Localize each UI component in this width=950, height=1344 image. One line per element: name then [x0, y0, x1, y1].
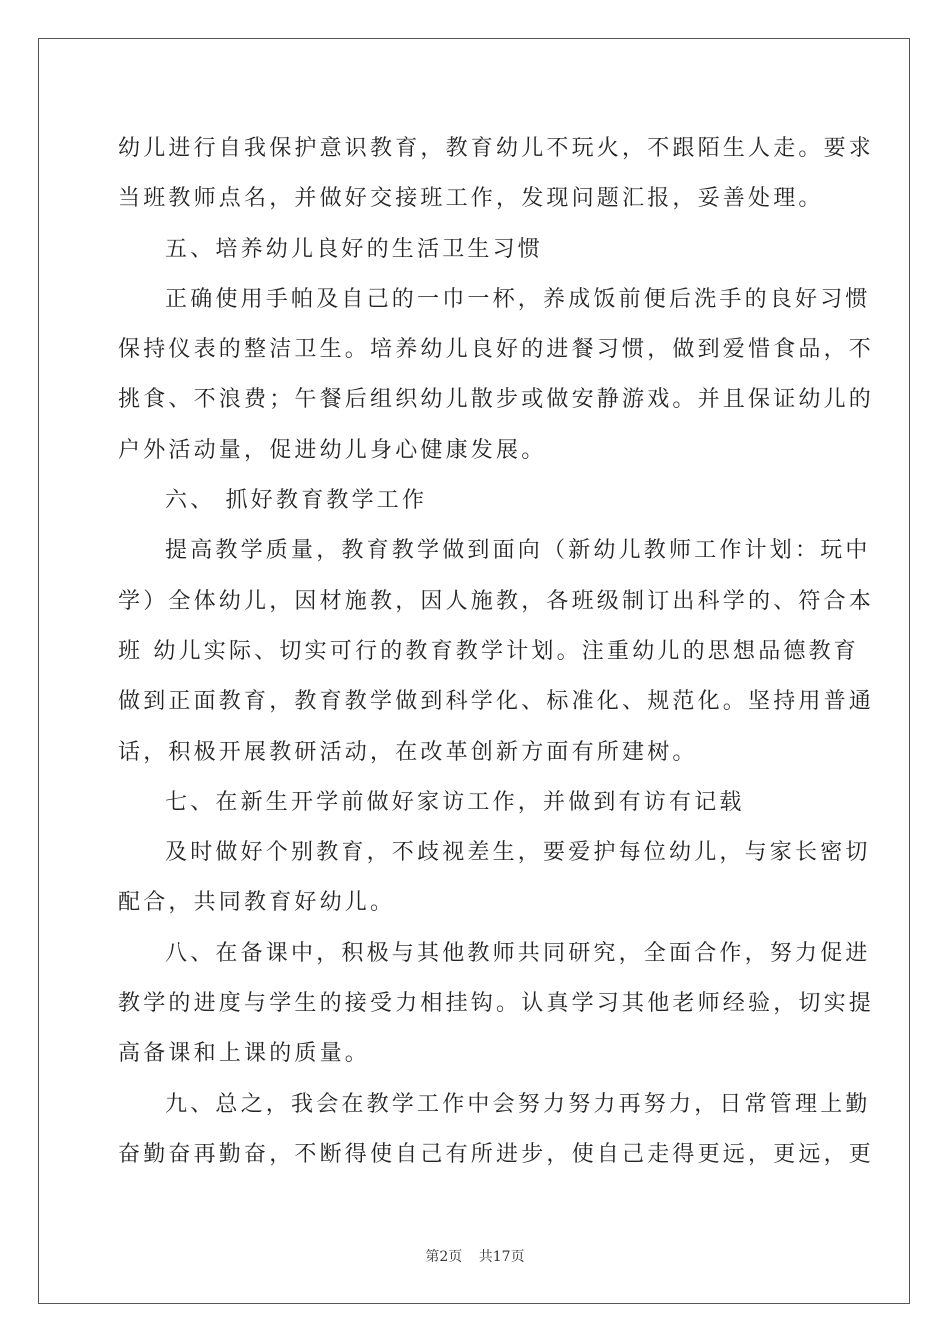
total-page-count: 共17页: [478, 1249, 525, 1265]
document-body: [118, 124, 875, 1180]
text-line: 挑食、不浪费；午餐后组织幼儿散步或做安静游戏。并且保证幼儿的: [118, 387, 875, 413]
text-line: 户外活动量，促进幼儿身心健康发展。: [118, 437, 547, 463]
text-line: 当班教师点名，并做好交接班工作，发现问题汇报，妥善处理。: [118, 186, 824, 212]
text-line: 话，积极开展教研活动，在改革创新方面有所建树。: [118, 739, 698, 765]
text-line: 学）全体幼儿，因材施教，因人施教，各班级制订出科学的、符合本: [118, 588, 875, 614]
text-line: 七、在新生开学前做好家访工作，并做到有访有记载: [165, 789, 745, 815]
text-line: 高备课和上课的质量。: [118, 1041, 371, 1067]
text-line: 奋勤奋再勤奋，不断得使自己有所进步，使自己走得更远，更远，更: [118, 1141, 875, 1167]
text-line: 及时做好个别教育，不歧视差生，要爱护每位幼儿，与家长密切: [165, 840, 871, 866]
text-line: 九、总之，我会在教学工作中会努力努力再努力，日常管理上勤: [165, 1091, 871, 1117]
text-line: 六、 抓好教育教学工作: [165, 488, 428, 514]
page-footer: [0, 1246, 950, 1266]
current-page-number: 第2页: [425, 1249, 463, 1265]
text-line: 班 幼儿实际、切实可行的教育教学计划。注重幼儿的思想品德教育: [118, 638, 859, 664]
text-line: 配合，共同教育好幼儿。: [118, 890, 396, 916]
text-line: 做到正面教育，教育教学做到科学化、标准化、规范化。坚持用普通: [118, 689, 875, 715]
text-line: 教学的进度与学生的接受力相挂钩。认真学习其他老师经验，切实提: [118, 991, 875, 1017]
text-line: 提高教学质量，教育教学做到面向（新幼儿教师工作计划：玩中: [165, 538, 871, 564]
text-line: 保持仪表的整洁卫生。培养幼儿良好的进餐习惯，做到爱惜食品，不: [118, 337, 875, 363]
text-line: 幼儿进行自我保护意识教育，教育幼儿不玩火，不跟陌生人走。要求: [118, 136, 875, 161]
text-line: 八、在备课中，积极与其他教师共同研究，全面合作，努力促进: [165, 940, 871, 966]
text-line: 五、培养幼儿良好的生活卫生习惯: [165, 236, 544, 262]
text-line: 正确使用手帕及自己的一巾一杯，养成饭前便后洗手的良好习惯: [165, 286, 871, 312]
